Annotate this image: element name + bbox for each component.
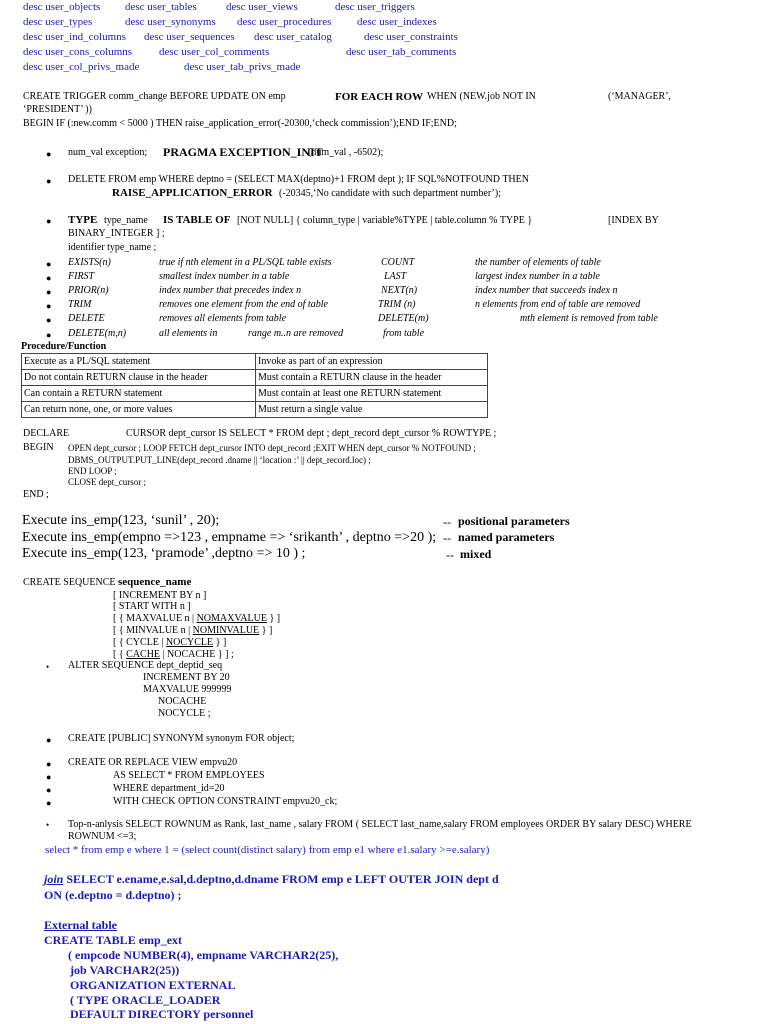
topn-line: ROWNUM <=3; [68, 831, 137, 842]
desc-line: desc user_views [226, 1, 298, 13]
sequence-line [113, 638, 226, 648]
bullet-icon: ● [46, 176, 52, 186]
correlated-query: select * from emp e where 1 = (select count(distinct salary) from emp e1 where e1.salary >=e.salary) [45, 844, 490, 856]
desc-line: desc user_constraints [364, 31, 458, 43]
table-row [22, 370, 488, 386]
trigger-keyword: FOR EACH ROW [335, 91, 423, 103]
join-line: ON (e.deptno = d.deptno) ; [44, 888, 182, 902]
exception-line: num_val exception; [68, 147, 148, 158]
sequence-line [113, 650, 234, 660]
bullet-icon: ● [46, 330, 52, 340]
table-cell: Execute as a PL/SQL statement [22, 354, 256, 370]
topn-line: Top-n-anlysis SELECT ROWNUM as Rank, last_name , salary FROM ( SELECT last_name,salary FROM employees ORDER BY salary DESC) WHERE [68, 819, 692, 830]
desc-line: desc user_tab_comments [346, 46, 457, 58]
alter-line: ALTER SEQUENCE dept_deptid_seq [68, 660, 223, 671]
cursor-line: OPEN dept_cursor ; LOOP FETCH dept_cursor INTO dept_record ;EXIT WHEN dept_cursor % NOTFOUND ; [68, 443, 476, 453]
table-cell: Invoke as part of an expression [256, 354, 488, 370]
table-row [22, 402, 488, 418]
table-cell: Must contain at least one RETURN statement [256, 386, 488, 402]
sequence-default: NOMINVALUE [192, 625, 260, 636]
bullet-icon: ● [46, 301, 52, 311]
type-line: identifier type_name ; [68, 242, 157, 253]
method-name: FIRST [68, 271, 95, 282]
sequence-line [113, 614, 280, 624]
method-name: LAST [384, 271, 407, 282]
table-cell: Do not contain RETURN clause in the header [22, 370, 256, 386]
sequence-line: [ START WITH n ] [113, 601, 191, 612]
type-line: BINARY_INTEGER ] ; [68, 228, 165, 239]
synonym-line: CREATE [PUBLIC] SYNONYM synonym FOR object; [68, 733, 295, 744]
sequence-keyword: CREATE SEQUENCE [23, 577, 118, 588]
bullet-icon: ● [46, 735, 52, 745]
sequence-text: [ { MINVALUE n | [113, 625, 193, 636]
method-desc: removes all elements from table [159, 313, 287, 324]
procedure-function-table [21, 353, 488, 418]
method-name: TRIM [68, 299, 92, 310]
bullet-icon: ● [46, 759, 52, 769]
method-desc: largest index number in a table [475, 271, 600, 282]
view-line: WHERE department_id=20 [113, 783, 225, 794]
method-desc: from table [383, 328, 425, 339]
trigger-line: CREATE TRIGGER comm_change BEFORE UPDATE ON emp [23, 91, 286, 102]
table-title: Procedure/Function [21, 341, 107, 352]
cursor-line: END ; [23, 489, 49, 500]
desc-line: desc user_col_comments [159, 46, 270, 58]
bullet-icon: • [46, 820, 50, 830]
sequence-text: } ] [213, 637, 227, 648]
method-desc: the number of elements of table [475, 257, 601, 268]
trigger-line: BEGIN IF (:new.comm < 5000 ) THEN raise_application_error(-20300,‘check commission’);END IF;END; [23, 118, 457, 129]
join-keyword: join [44, 872, 64, 886]
sequence-text: } ] [259, 625, 273, 636]
ext-line: job VARCHAR2(25)) [70, 963, 180, 977]
method-desc: range m..n are removed [248, 328, 344, 339]
ext-line: ( empcode NUMBER(4), empname VARCHAR2(25), [68, 948, 339, 962]
sequence-text: [ { CYCLE | [113, 637, 166, 648]
type-line: [INDEX BY [608, 215, 659, 226]
view-line: AS SELECT * FROM EMPLOYEES [113, 770, 265, 781]
cursor-line: BEGIN [23, 442, 54, 453]
desc-line: desc user_procedures [237, 16, 332, 28]
cursor-line: END LOOP ; [68, 466, 117, 476]
table-cell: Must contain a RETURN clause in the header [256, 370, 488, 386]
bullet-icon: ● [46, 772, 52, 782]
execute-comment: positional parameters [458, 514, 570, 528]
sequence-text: [ { [113, 649, 127, 660]
join-text: SELECT e.ename,e.sal,d.deptno,d.dname FROM emp e LEFT OUTER JOIN dept d [63, 872, 499, 886]
method-name: EXISTS(n) [68, 257, 111, 268]
pragma-keyword: PRAGMA EXCEPTION_INIT [163, 145, 323, 159]
view-line: CREATE OR REPLACE VIEW empvu20 [68, 757, 238, 768]
exception-line: (num_val , -6502); [308, 147, 384, 158]
table-cell: Must return a single value [256, 402, 488, 418]
desc-line: desc user_sequences [144, 31, 235, 43]
desc-line: desc user_indexes [357, 16, 437, 28]
delete-line: (-20345,‘No candidate with such department number’); [279, 188, 501, 199]
raise-keyword: RAISE_APPLICATION_ERROR [112, 187, 273, 199]
sequence-text: | NOCACHE } ] ; [160, 649, 234, 660]
alter-line: NOCYCLE ; [158, 708, 211, 719]
desc-line: desc user_synonyms [125, 16, 216, 28]
method-name: COUNT [381, 257, 415, 268]
alter-line: MAXVALUE 999999 [143, 684, 232, 695]
bullet-icon: ● [46, 785, 52, 795]
type-keyword: TYPE [68, 214, 98, 226]
sequence-line [23, 577, 191, 588]
join-line [44, 873, 499, 885]
alter-line: INCREMENT BY 20 [143, 672, 230, 683]
cursor-line: DECLARE [23, 428, 70, 439]
bullet-icon: ● [46, 798, 52, 808]
cursor-line: CLOSE dept_cursor ; [68, 477, 146, 487]
sequence-text: [ { MAXVALUE n | [113, 613, 197, 624]
cursor-line: CURSOR dept_cursor IS SELECT * FROM dept ; dept_record dept_cursor % ROWTYPE ; [126, 428, 497, 439]
sequence-default: CACHE [126, 649, 161, 660]
comment-marker: -- [443, 531, 451, 545]
desc-line: desc user_types [23, 16, 93, 28]
method-desc: smallest index number in a table [159, 271, 290, 282]
desc-line: desc user_col_privs_made [23, 61, 140, 73]
method-name: NEXT(n) [381, 285, 418, 296]
sequence-text: } ] [266, 613, 281, 624]
ext-line: ORGANIZATION EXTERNAL [70, 978, 236, 992]
execute-comment: named parameters [458, 530, 555, 544]
bullet-icon: • [46, 662, 50, 672]
table-cell: Can contain a RETURN statement [22, 386, 256, 402]
type-line: type_name [104, 215, 148, 226]
sequence-default: NOCYCLE [165, 637, 214, 648]
sequence-default: NOMAXVALUE [196, 613, 267, 624]
alter-line: NOCACHE [158, 696, 207, 707]
method-desc: index number that precedes index n [159, 285, 302, 296]
desc-line: desc user_ind_columns [23, 31, 126, 43]
ext-line: ( TYPE ORACLE_LOADER [70, 993, 221, 1007]
bullet-icon: ● [46, 273, 52, 283]
comment-marker: -- [446, 548, 454, 562]
method-name: PRIOR(n) [68, 285, 109, 296]
method-desc: mth element is removed from table [520, 313, 658, 324]
delete-line: DELETE FROM emp WHERE deptno = (SELECT MAX(deptno)+1 FROM dept ); IF SQL%NOTFOUND THEN [68, 174, 529, 185]
execute-line: Execute ins_emp(123, ‘pramode’ ,deptno => 10 ) ; [22, 546, 306, 561]
bullet-icon: ● [46, 216, 52, 226]
trigger-line: WHEN (NEW.job NOT IN [427, 91, 536, 102]
method-desc: all elements in [159, 328, 218, 339]
execute-comment: mixed [460, 547, 492, 561]
execute-line: Execute ins_emp(empno =>123 , empname => ‘srikanth’ , deptno =>20 ); [22, 530, 437, 545]
method-name: DELETE [68, 313, 105, 324]
ext-line: CREATE TABLE emp_ext [44, 933, 183, 947]
table-row [22, 386, 488, 402]
method-name: DELETE(m) [378, 313, 429, 324]
type-line: [NOT NULL] { column_type | variable%TYPE | table.column % TYPE } [237, 215, 533, 226]
desc-line: desc user_tables [125, 1, 197, 13]
sequence-line: [ INCREMENT BY n ] [113, 590, 207, 601]
desc-line: desc user_tab_privs_made [184, 61, 301, 73]
method-desc: index number that succeeds index n [475, 285, 618, 296]
ext-line: DEFAULT DIRECTORY personnel [70, 1007, 254, 1021]
method-name: TRIM (n) [378, 299, 416, 310]
bullet-icon: ● [46, 287, 52, 297]
desc-line: desc user_catalog [254, 31, 332, 43]
desc-line: desc user_triggers [335, 1, 415, 13]
sequence-line [113, 626, 272, 636]
type-keyword: IS TABLE OF [163, 214, 231, 226]
bullet-icon: ● [46, 315, 52, 325]
method-desc: n elements from end of table are removed [475, 299, 641, 310]
method-desc: true if nth element in a PL/SQL table exists [159, 257, 332, 268]
section-heading: External table [44, 918, 117, 932]
execute-line: Execute ins_emp(123, ‘sunil’ , 20); [22, 513, 220, 528]
desc-line: desc user_objects [23, 1, 101, 13]
table-row [22, 354, 488, 370]
desc-line: desc user_cons_columns [23, 46, 133, 58]
comment-marker: -- [443, 515, 451, 529]
view-line: WITH CHECK OPTION CONSTRAINT empvu20_ck; [113, 796, 338, 807]
method-name: DELETE(m,n) [68, 328, 127, 339]
cursor-line: DBMS_OUTPUT.PUT_LINE(dept_record .dname || ‘location :’ || dept_record.loc) ; [68, 455, 371, 465]
bullet-icon: ● [46, 149, 52, 159]
table-cell: Can return none, one, or more values [22, 402, 256, 418]
trigger-line: ‘PRESIDENT’ )) [23, 104, 92, 115]
trigger-line: (‘MANAGER’, [608, 91, 672, 102]
method-desc: removes one element from the end of table [159, 299, 328, 310]
bullet-icon: ● [46, 259, 52, 269]
sequence-name: sequence_name [118, 576, 192, 588]
